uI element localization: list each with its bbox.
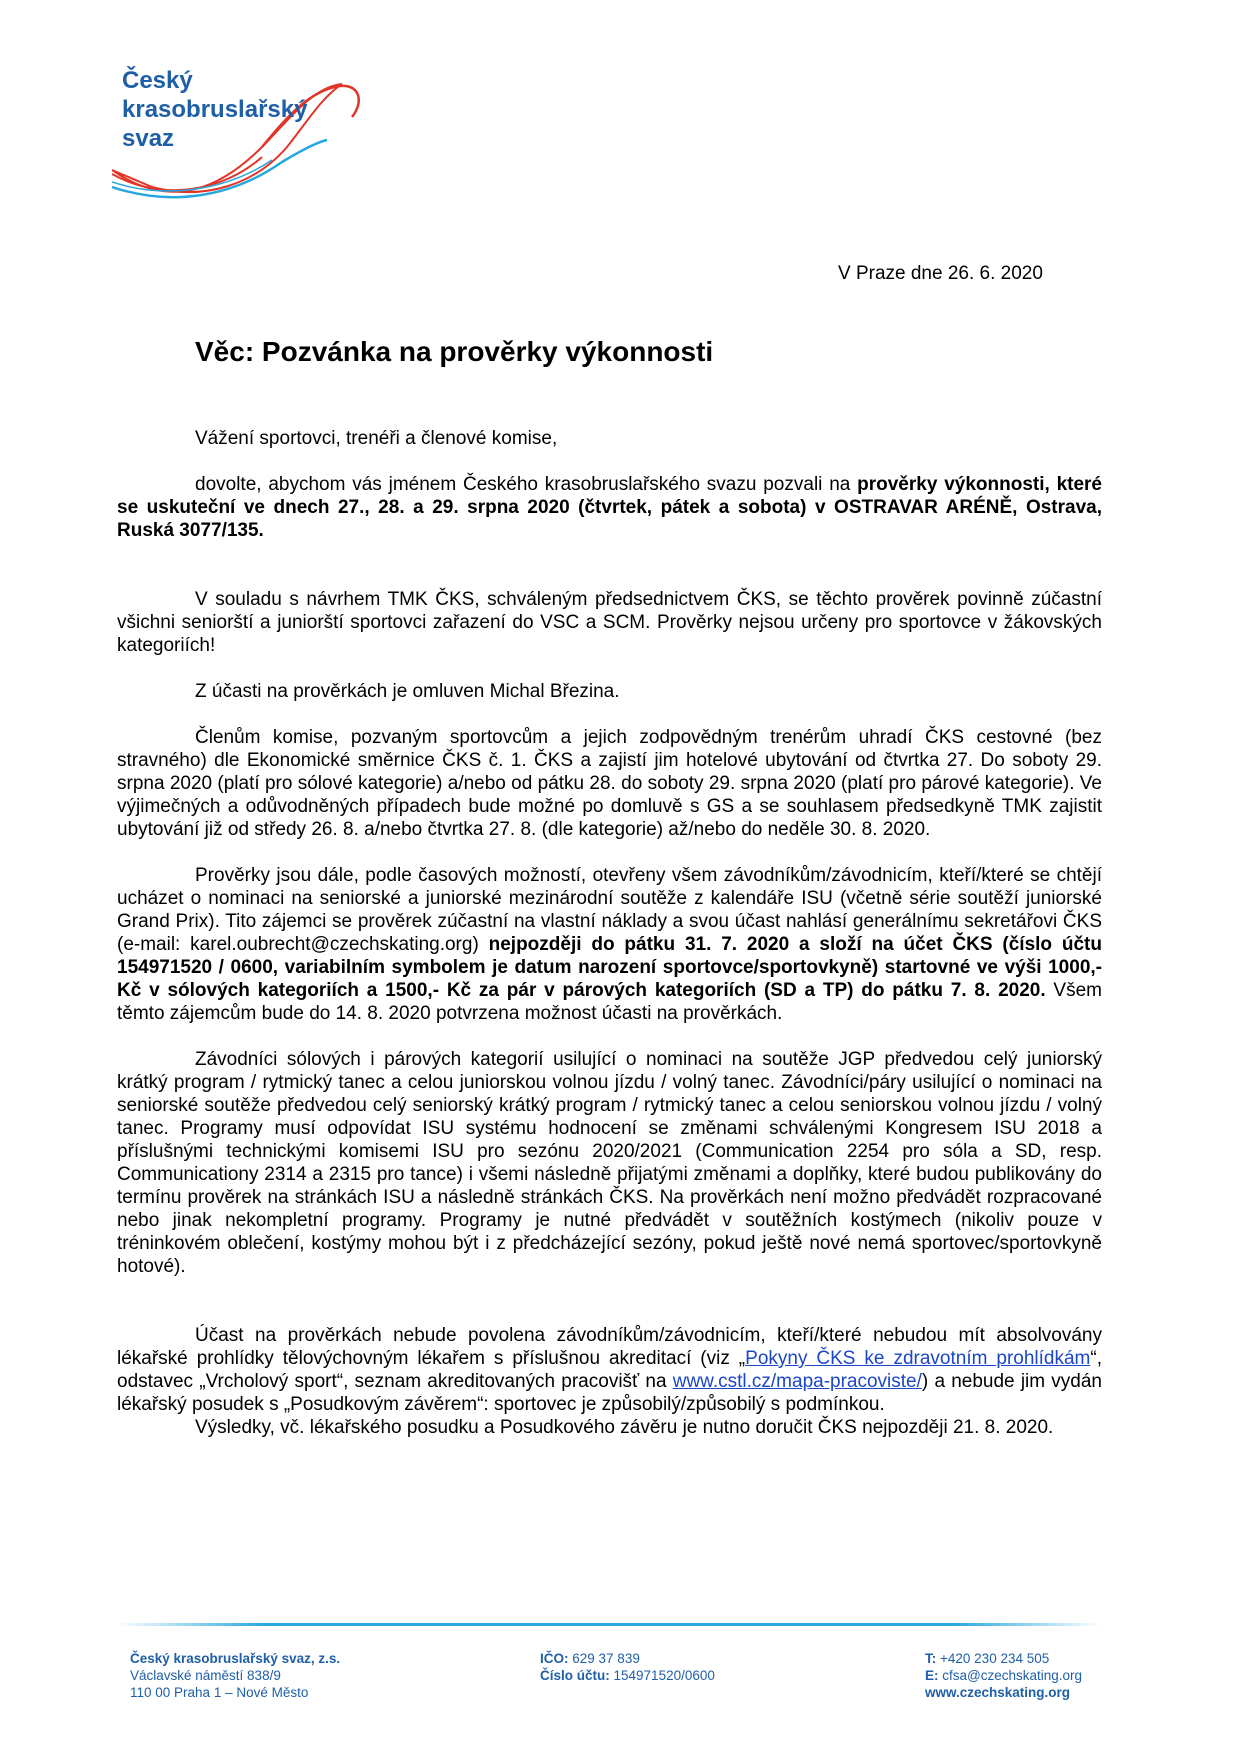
footer-account-value: 154971520/0600	[613, 1668, 715, 1683]
greeting: Vážení sportovci, trenéři a členové komise,	[195, 428, 558, 449]
paragraph-open-entries	[117, 864, 1102, 1025]
medical-text-2: “, odstavec „Vrcholový sport“, seznam akreditovaných pracovišť na	[117, 1348, 1102, 1392]
accredited-list-link[interactable]: www.cstl.cz/mapa-pracoviste/	[672, 1371, 922, 1392]
cks-logo	[112, 62, 372, 212]
invitation-bold: prověrky výkonnosti, které se uskuteční ve dnech 27., 28. a 29. srpna 2020 (čtvrtek, pátek a sobota) v OSTRAVAR ARÉNĚ, Ostrava, Ruská 3077/135.	[117, 474, 1102, 541]
footer-phone-label: T:	[925, 1651, 937, 1666]
footer-contact	[925, 1650, 1082, 1701]
open-entries-bold: nejpozději do pátku 31. 7. 2020 a složí na účet ČKS (číslo účtu 154971520 / 0600, variabilním symbolem je datum narození sportovce/sportovkyně) startovné ve výši 1000,- Kč v sólových kategoriích a 1500,- Kč za pár v párových kategoriích (SD a TP) do pátku 7. 8. 2020.	[117, 934, 1102, 1001]
medical-guidelines-link[interactable]: Pokyny ČKS ke zdravotním prohlídkám	[745, 1348, 1091, 1369]
invitation-text: dovolte, abychom vás jménem Českého krasobruslařského svazu pozvali na	[195, 474, 858, 495]
footer-phone-value: +420 230 234 505	[940, 1651, 1050, 1666]
medical-text: Účast na prověrkách nebude povolena závodníkům/závodnicím, kteří/které nebudou mít absolvovány lékařské prohlídky tělovýchovným lékařem s příslušnou akreditací (viz „	[117, 1325, 1102, 1369]
footer-email	[925, 1667, 1082, 1684]
footer-address-line-2: 110 00 Praha 1 – Nové Město	[130, 1685, 309, 1700]
letter-subject: Věc: Pozvánka na prověrky výkonnosti	[195, 336, 714, 367]
logo-line-1: Český	[122, 67, 193, 94]
paragraph-programs: Závodníci sólových i párových kategorií usilující o nominaci na soutěže JGP předvedou celý juniorský krátký program / rytmický tanec a celou juniorskou volnou jízdu / volný tanec. Závodníci/páry usilující o nominaci na seniorské soutěže předvedou celý seniorský krátký program / rytmický tanec a celou seniorskou volnou jízdu / volný tanec. Programy musí odpovídat ISU systému hodnocení se změnami schválenými Kongresem ISU 2018 a příslušnými technickými komisemi ISU pro sezónu 2020/2021 (Communication 2254 pro sóla a SD, resp. Communicationy 2314 a 2315 pro tance) i všemi následně přijatými změnami a doplňky, které budou publikovány do termínu prověrek na stránkách ISU a následně stránkách ČKS. Na prověrkách není možno předvádět rozpracované nebo jinak nekompletní programy. Programy je nutné předvádět v soutěžních kostýmech (nikoliv pouze v tréninkovém oblečení, kostýmy mohou být i z předcházející sezóny, pokud ještě nové nemá sportovec/sportovkyně hotové).	[117, 1049, 1102, 1277]
footer-phone	[925, 1650, 1082, 1667]
open-entries-text-2: Všem těmto zájemcům bude do 14. 8. 2020 potvrzena možnost účasti na prověrkách.	[117, 980, 1102, 1024]
footer-address-line-1: Václavské náměstí 838/9	[130, 1668, 281, 1683]
footer-ico-value: 629 37 839	[572, 1651, 640, 1666]
footer-website[interactable]: www.czechskating.org	[925, 1685, 1071, 1700]
paragraph-medical	[117, 1324, 1102, 1416]
footer-divider	[117, 1623, 1102, 1626]
open-entries-text: Prověrky jsou dále, podle časových možností, otevřeny všem závodníkům/závodnicím, kteří/které se chtějí ucházet o nominaci na seniorské a juniorské mezinárodní soutěže z kalendáře ISU (včetně série soutěží juniorské Grand Prix). Tito zájemci se prověrek zúčastní na vlastní náklady a svou účast nahlásí generálnímu sekretářovi ČKS (e-mail: karel.oubrecht@czechskating.org)	[117, 865, 1102, 955]
letter-date: V Praze dne 26. 6. 2020	[838, 263, 1043, 284]
footer-org-name: Český krasobruslařský svaz, z.s.	[130, 1651, 341, 1666]
medical-text-3: ) a nebude jim vydán lékařský posudek s „Posudkovým závěrem“: sportovec je způsobilý/způsobilý s podmínkou.	[117, 1371, 1102, 1415]
paragraph-mandatory: V souladu s návrhem TMK ČKS, schváleným předsednictvem ČKS, se těchto prověrek povinně zúčastní všichni seniorští a juniorští sportovci zařazení do VSC a SCM. Prověrky nejsou určeny pro sportovce v žákovských kategoriích!	[117, 589, 1102, 656]
footer-email-label: E:	[925, 1668, 939, 1683]
footer-account	[540, 1667, 715, 1684]
logo-line-2: krasobruslařský	[122, 96, 308, 123]
paragraph-results: Výsledky, vč. lékařského posudku a Posudkového závěru je nutno doručit ČKS nejpozději 21. 8. 2020.	[195, 1417, 1054, 1438]
logo-line-3: svaz	[122, 125, 175, 152]
letter-body	[117, 427, 1102, 1439]
footer-email-value[interactable]: cfsa@czechskating.org	[942, 1668, 1083, 1683]
footer-registration	[540, 1650, 715, 1684]
footer-account-label: Číslo účtu:	[540, 1668, 610, 1683]
footer-ico	[540, 1650, 715, 1667]
paragraph-excused: Z účasti na prověrkách je omluven Michal Březina.	[195, 681, 620, 702]
paragraph-invitation	[117, 473, 1102, 542]
footer-ico-label: IČO:	[540, 1651, 569, 1666]
logo-text	[122, 66, 307, 153]
paragraph-travel: Členům komise, pozvaným sportovcům a jejich zodpovědným trenérům uhradí ČKS cestovné (bez stravného) dle Ekonomické směrnice ČKS č. 1. ČKS a zajistí jim hotelové ubytování od čtvrtka 27. Do soboty 29. srpna 2020 (platí pro sólové kategorie) a/nebo od pátku 28. do soboty 29. srpna 2020 (platí pro párové kategorie). Ve výjimečných a odůvodněných případech bude možné po domluvě s GS a se souhlasem předsedkyně TMK zajistit ubytování již od středy 26. 8. a/nebo čtvrtka 27. 8. (dle kategorie) až/nebo do neděle 30. 8. 2020.	[117, 727, 1102, 840]
footer-address	[130, 1650, 340, 1701]
